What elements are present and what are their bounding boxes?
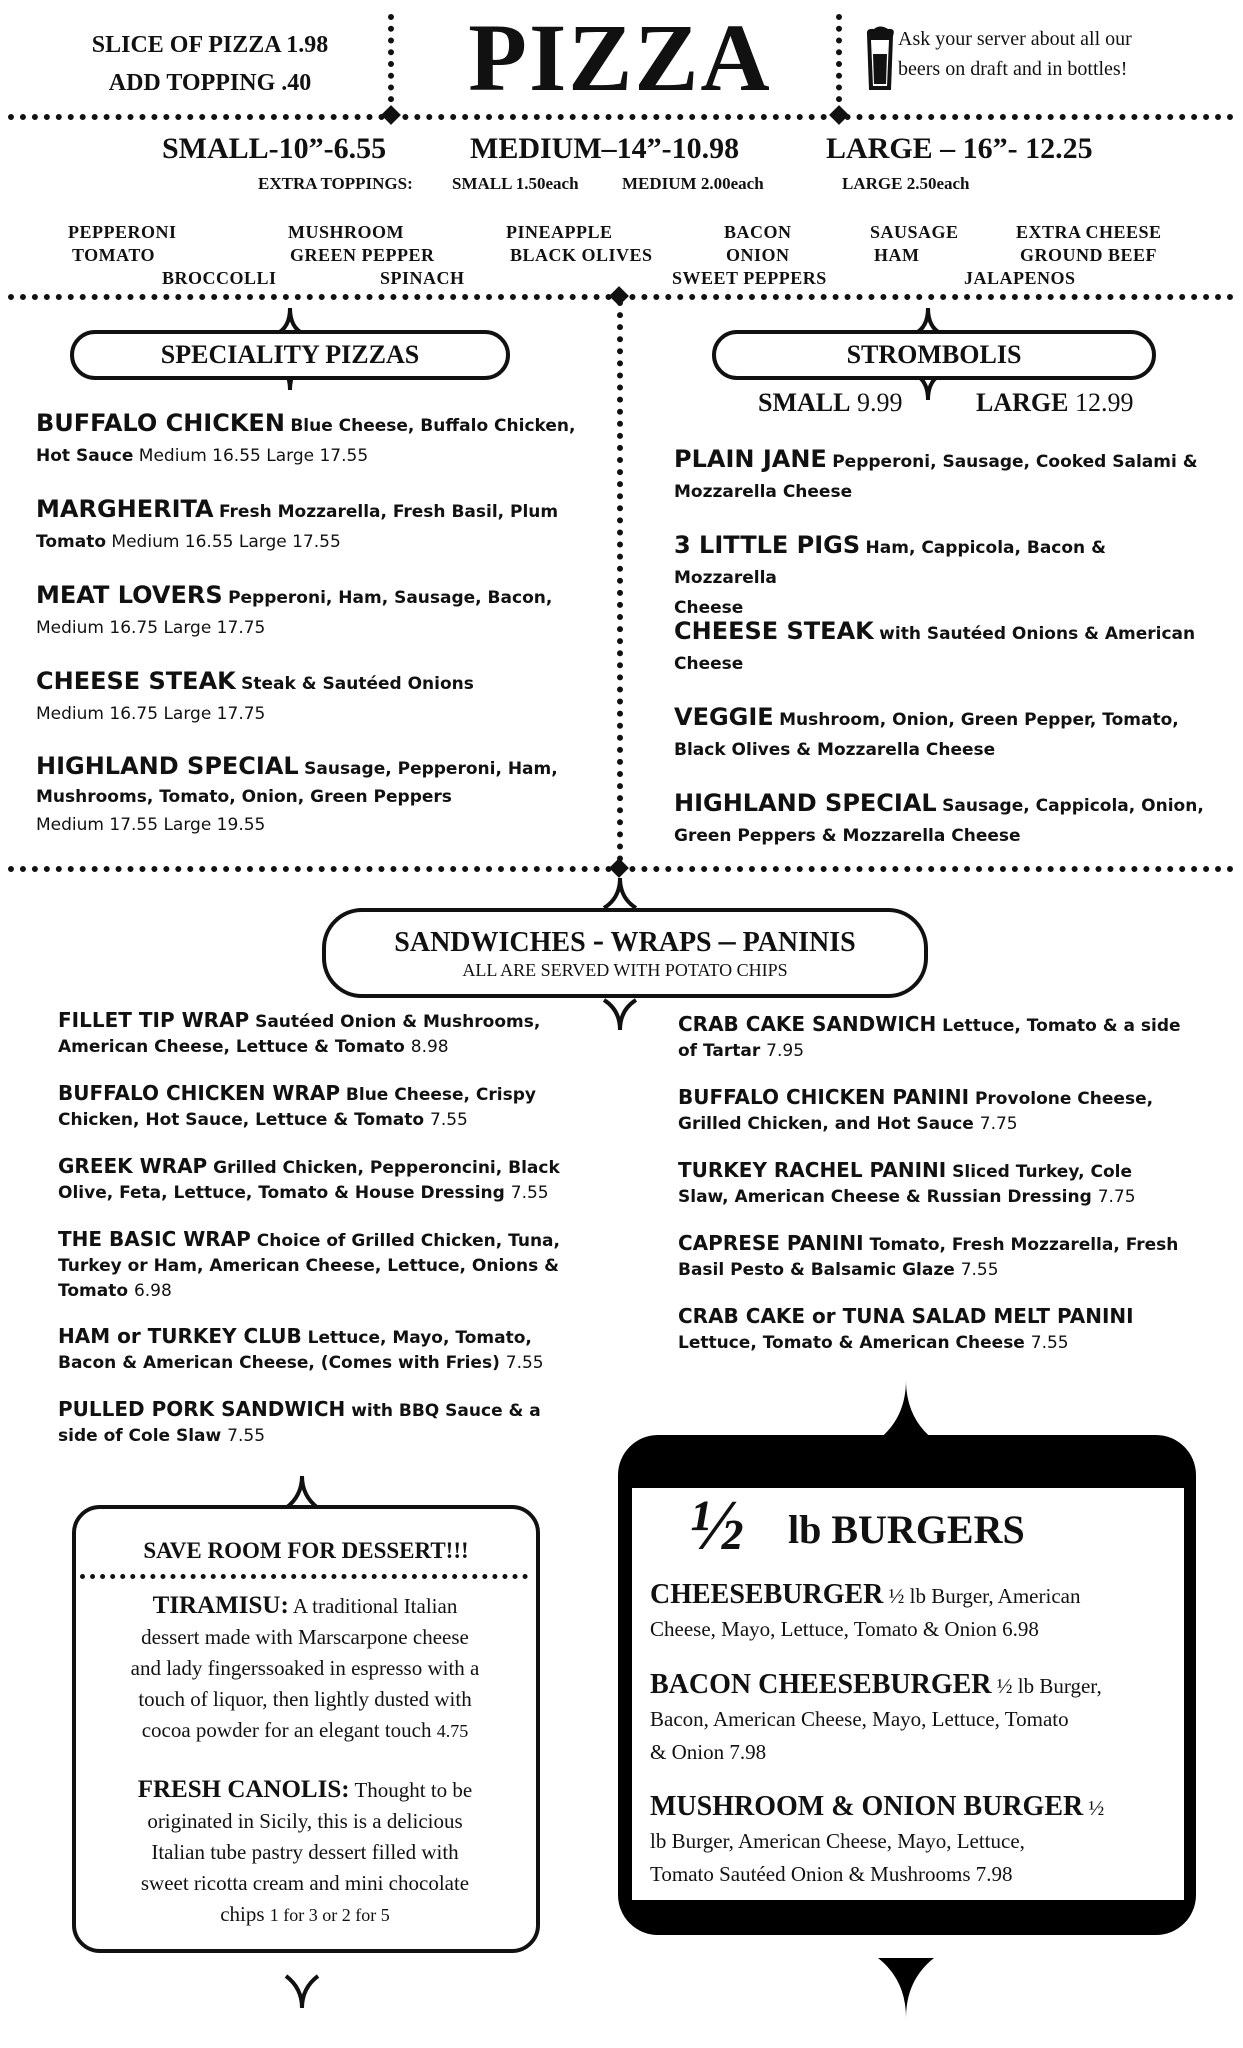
item-desc: Lettuce, Tomato & a side [942, 1016, 1181, 1036]
item-name: MARGHERITA [36, 495, 214, 523]
item-desc: Mushroom, Onion, Green Pepper, Tomato, [779, 710, 1179, 730]
menu-item [36, 494, 596, 557]
section-divider [8, 114, 1234, 120]
menu-item [678, 1158, 1218, 1210]
item-desc: Lettuce, Tomato & American Cheese [678, 1333, 1025, 1353]
menu-item [36, 752, 596, 839]
item-desc: Pepperoni, Sausage, Cooked Salami & [832, 452, 1198, 472]
item-desc: Cheese, Mayo, Lettuce, Tomato & Onion [650, 1617, 997, 1641]
slice-price-line: SLICE OF PIZZA 1.98 [91, 32, 329, 58]
menu-item [36, 666, 596, 729]
item-desc: side of Cole Slaw [58, 1426, 222, 1446]
menu-item [678, 1085, 1218, 1137]
item-desc: dessert made with Marscarpone cheese [141, 1625, 469, 1649]
item-desc: Sausage, Cappicola, Onion, [942, 796, 1204, 816]
menu-item [58, 1081, 598, 1133]
item-price: 7.75 [1097, 1187, 1136, 1207]
menu-item [678, 1231, 1218, 1283]
item-name: MUSHROOM & ONION BURGER [650, 1791, 1084, 1822]
item-name: TURKEY RACHEL PANINI [678, 1158, 947, 1182]
size-label: LARGE [976, 388, 1069, 417]
item-desc: Lettuce, Mayo, Tomato, [307, 1328, 532, 1348]
dessert-divider [80, 1574, 528, 1579]
item-name: VEGGIE [674, 703, 774, 731]
item-desc: Bacon & American Cheese, (Comes with Fries) [58, 1353, 500, 1373]
item-desc: and lady fingerssoaked in espresso with a [130, 1656, 480, 1680]
item-desc: Grilled Chicken, Pepperoncini, Black [213, 1158, 560, 1178]
dessert-title: SAVE ROOM FOR DESSERT!!! [143, 1538, 469, 1563]
item-desc: Sliced Turkey, Cole [952, 1162, 1132, 1182]
menu-item [36, 408, 596, 471]
size-label: SMALL [758, 388, 851, 417]
item-desc: Cheese [674, 598, 744, 618]
item-price: 4.75 [436, 1721, 469, 1741]
item-name: FILLET TIP WRAP [58, 1008, 250, 1032]
box-flourish [876, 1920, 936, 2020]
item-name: BUFFALO CHICKEN PANINI [678, 1085, 970, 1109]
menu-item [36, 580, 596, 643]
topping-item: GREEN PEPPER [290, 245, 435, 265]
item-name: THE BASIC WRAP [58, 1227, 251, 1251]
size-price: 12.99 [1074, 388, 1134, 417]
item-desc: Steak & Sautéed Onions [241, 674, 474, 694]
item-desc: Blue Cheese, Buffalo Chicken, [290, 416, 576, 436]
topping-item: BLACK OLIVES [510, 245, 653, 265]
burger-fraction: ½ [690, 1485, 744, 1565]
beer-note [898, 24, 1188, 84]
item-price: 6.98 [133, 1281, 172, 1301]
size-small: SMALL-10”-6.55 [162, 132, 387, 165]
item-desc: touch of liquor, then lightly dusted with [138, 1687, 472, 1711]
menu-item [674, 702, 1214, 765]
item-price: Medium 16.75 Large 17.75 [36, 618, 266, 638]
topping-item: BACON [724, 222, 792, 242]
topping-item: BROCCOLLI [162, 268, 277, 288]
item-price: Medium 16.75 Large 17.75 [36, 704, 266, 724]
item-name: BUFFALO CHICKEN [36, 409, 285, 437]
strombolis-banner [712, 330, 1156, 380]
topping-item: SPINACH [380, 268, 465, 288]
sandwiches-title: SANDWICHES - WRAPS – PANINIS [394, 922, 856, 959]
item-desc: lb Burger, American Cheese, Mayo, Lettuce, [650, 1829, 1025, 1853]
item-name: HIGHLAND SPECIAL [674, 789, 937, 817]
column-divider [617, 300, 623, 862]
extra-toppings-medium: MEDIUM 2.00each [622, 174, 764, 193]
item-name: HAM or TURKEY CLUB [58, 1324, 302, 1348]
menu-item [58, 1008, 598, 1060]
item-desc: cocoa powder for an elegant touch [141, 1718, 432, 1742]
item-name: MEAT LOVERS [36, 581, 223, 609]
topping-item: HAM [874, 245, 920, 265]
item-price: 1 for 3 or 2 for 5 [269, 1905, 390, 1925]
menu-item [58, 1324, 618, 1376]
item-name: CRAB CAKE SANDWICH [678, 1012, 937, 1036]
item-desc: of Tartar [678, 1041, 761, 1061]
item-name: 3 LITTLE PIGS [674, 531, 861, 559]
item-name: GREEK WRAP [58, 1154, 208, 1178]
menu-item [58, 1227, 618, 1304]
topping-item: SWEET PEPPERS [672, 268, 827, 288]
dessert-item [80, 1590, 530, 1747]
item-desc: sweet ricotta cream and mini chocolate [140, 1871, 470, 1895]
topping-price-line: ADD TOPPING .40 [108, 70, 312, 96]
item-price: 7.55 [430, 1110, 468, 1130]
item-desc: A traditional Italian [292, 1594, 458, 1618]
speciality-banner [70, 330, 510, 380]
item-desc: Sautéed Onion & Mushrooms, [255, 1012, 541, 1032]
title-part: WRAPS [610, 927, 712, 958]
item-desc: Provolone Cheese, [974, 1089, 1154, 1109]
topping-item: GROUND BEEF [1020, 245, 1158, 265]
item-price: 7.55 [505, 1353, 544, 1373]
item-desc: chips [220, 1902, 265, 1926]
item-desc: Tomato [58, 1281, 129, 1301]
header-divider-right [836, 14, 842, 114]
header-divider-left [388, 14, 394, 114]
item-price: 7.55 [960, 1260, 999, 1280]
menu-item [674, 616, 1214, 679]
item-price: 7.98 [975, 1862, 1013, 1886]
topping-item: MUSHROOM [288, 222, 404, 242]
title-part: SANDWICHES [394, 927, 586, 958]
item-price: 8.98 [410, 1037, 449, 1057]
item-name: BUFFALO CHICKEN WRAP [58, 1081, 340, 1105]
item-price: Medium 16.55 Large 17.55 [138, 446, 369, 466]
item-desc: Green Peppers & Mozzarella Cheese [674, 826, 1021, 846]
item-price: 7.98 [729, 1740, 767, 1764]
topping-item: PINEAPPLE [506, 222, 613, 242]
beer-note-line: beers on draft and in bottles! [898, 58, 1128, 80]
speciality-title: SPECIALITY PIZZAS [160, 340, 420, 369]
item-desc: Cheese [674, 654, 744, 674]
item-desc: Pepperoni, Ham, Sausage, Bacon, [228, 588, 553, 608]
menu-item [678, 1304, 1218, 1356]
item-desc: & Onion [650, 1740, 725, 1764]
stromboli-small-size [758, 388, 902, 418]
menu-item [674, 444, 1214, 507]
item-desc: Grilled Chicken, and Hot Sauce [678, 1114, 974, 1134]
item-name: PULLED PORK SANDWICH [58, 1397, 346, 1421]
item-desc: Choice of Grilled Chicken, Tuna, [256, 1231, 560, 1251]
topping-item: EXTRA CHEESE [1016, 222, 1162, 242]
size-large: LARGE – 16”- 12.25 [826, 132, 1093, 165]
item-desc: Mushrooms, Tomato, Onion, Green Peppers [36, 787, 452, 807]
item-desc: Hot Sauce [36, 446, 134, 466]
topping-item: PEPPERONI [68, 222, 177, 242]
menu-item [58, 1397, 618, 1449]
menu-item [58, 1154, 618, 1206]
item-name: TIRAMISU: [152, 1592, 289, 1619]
beer-note-line: Ask your server about all our [898, 28, 1132, 50]
item-desc: Chicken, Hot Sauce, Lettuce & Tomato [58, 1110, 425, 1130]
title-part: PANINIS [742, 927, 856, 958]
item-desc: Italian tube pastry dessert filled with [151, 1840, 459, 1864]
burger-item [650, 1578, 1170, 1646]
item-name: PLAIN JANE [674, 445, 827, 473]
strombolis-title: STROMBOLIS [846, 340, 1022, 369]
burger-item [650, 1668, 1170, 1769]
item-price: 7.55 [1030, 1333, 1069, 1353]
sandwiches-subtitle: ALL ARE SERVED WITH POTATO CHIPS [462, 960, 788, 980]
item-price: Medium 16.55 Large 17.55 [111, 532, 341, 552]
size-price: 9.99 [856, 388, 903, 417]
page-title: PIZZA [468, 4, 772, 111]
item-desc: Ham, Cappicola, Bacon & Mozzarella [674, 538, 1106, 588]
topping-item: ONION [726, 245, 790, 265]
item-desc: ½ lb Burger, American [888, 1584, 1081, 1608]
burger-item [650, 1790, 1170, 1891]
item-name: HIGHLAND SPECIAL [36, 752, 299, 780]
item-desc: Fresh Mozzarella, Fresh Basil, Plum [219, 502, 559, 522]
item-name: CAPRESE PANINI [678, 1231, 864, 1255]
item-name: CRAB CAKE or TUNA SALAD MELT PANINI [678, 1304, 1134, 1328]
item-name: CHEESE STEAK [36, 667, 236, 695]
item-desc: Tomato, Fresh Mozzarella, Fresh [869, 1235, 1179, 1255]
item-desc: American Cheese, Lettuce & Tomato [58, 1037, 405, 1057]
item-price: 7.95 [766, 1041, 805, 1061]
dessert-item [80, 1774, 530, 1931]
extra-toppings-large: LARGE 2.50each [842, 174, 970, 193]
burgers-title: lb BURGERS [788, 1507, 1025, 1552]
topping-item: JALAPENOS [964, 268, 1076, 288]
extra-toppings-small: SMALL 1.50each [452, 174, 579, 193]
item-desc: with Sautéed Onions & American [879, 624, 1196, 644]
topping-item: TOMATO [72, 245, 156, 265]
item-price: 7.55 [227, 1426, 266, 1446]
item-desc: ½ lb Burger, [996, 1674, 1102, 1698]
extra-toppings-label: EXTRA TOPPINGS: [258, 174, 413, 193]
item-desc: Mozzarella Cheese [674, 482, 853, 502]
item-desc: Basil Pesto & Balsamic Glaze [678, 1260, 955, 1280]
item-desc: Bacon, American Cheese, Mayo, Lettuce, Tomato [650, 1707, 1069, 1731]
item-desc: Sausage, Pepperoni, Ham, [304, 759, 558, 779]
stromboli-large-size [976, 388, 1133, 418]
item-name: CHEESE STEAK [674, 617, 874, 645]
menu-item [674, 788, 1214, 851]
item-name: BACON CHEESEBURGER [650, 1669, 992, 1700]
item-desc: ½ [1088, 1796, 1105, 1820]
beer-glass-icon [862, 24, 898, 94]
pizza-slice-info [40, 26, 380, 102]
item-desc: originated in Sicily, this is a delicious [147, 1809, 463, 1833]
sandwiches-banner [322, 908, 928, 998]
item-name: CHEESEBURGER [650, 1579, 884, 1610]
item-desc: Olive, Feta, Lettuce, Tomato & House Dressing [58, 1183, 505, 1203]
item-desc: Slaw, American Cheese & Russian Dressing [678, 1187, 1092, 1207]
item-desc: Tomato [36, 532, 107, 552]
item-desc: Turkey or Ham, American Cheese, Lettuce, Onions & [58, 1256, 559, 1276]
topping-item: SAUSAGE [870, 222, 959, 242]
menu-item [678, 1012, 1218, 1064]
item-desc: Black Olives & Mozzarella Cheese [674, 740, 996, 760]
item-price: 7.75 [979, 1114, 1018, 1134]
size-medium: MEDIUM–14”-10.98 [470, 132, 740, 165]
item-price: 7.55 [510, 1183, 549, 1203]
item-price: 6.98 [1002, 1617, 1039, 1641]
item-desc: Tomato Sautéed Onion & Mushrooms [650, 1862, 971, 1886]
item-desc: Blue Cheese, Crispy [345, 1085, 536, 1105]
item-name: FRESH CANOLIS: [137, 1776, 350, 1803]
menu-item [674, 530, 1214, 623]
item-desc: Thought to be [354, 1778, 473, 1802]
item-desc: with BBQ Sauce & a [351, 1401, 541, 1421]
item-price: Medium 17.55 Large 19.55 [36, 815, 266, 835]
